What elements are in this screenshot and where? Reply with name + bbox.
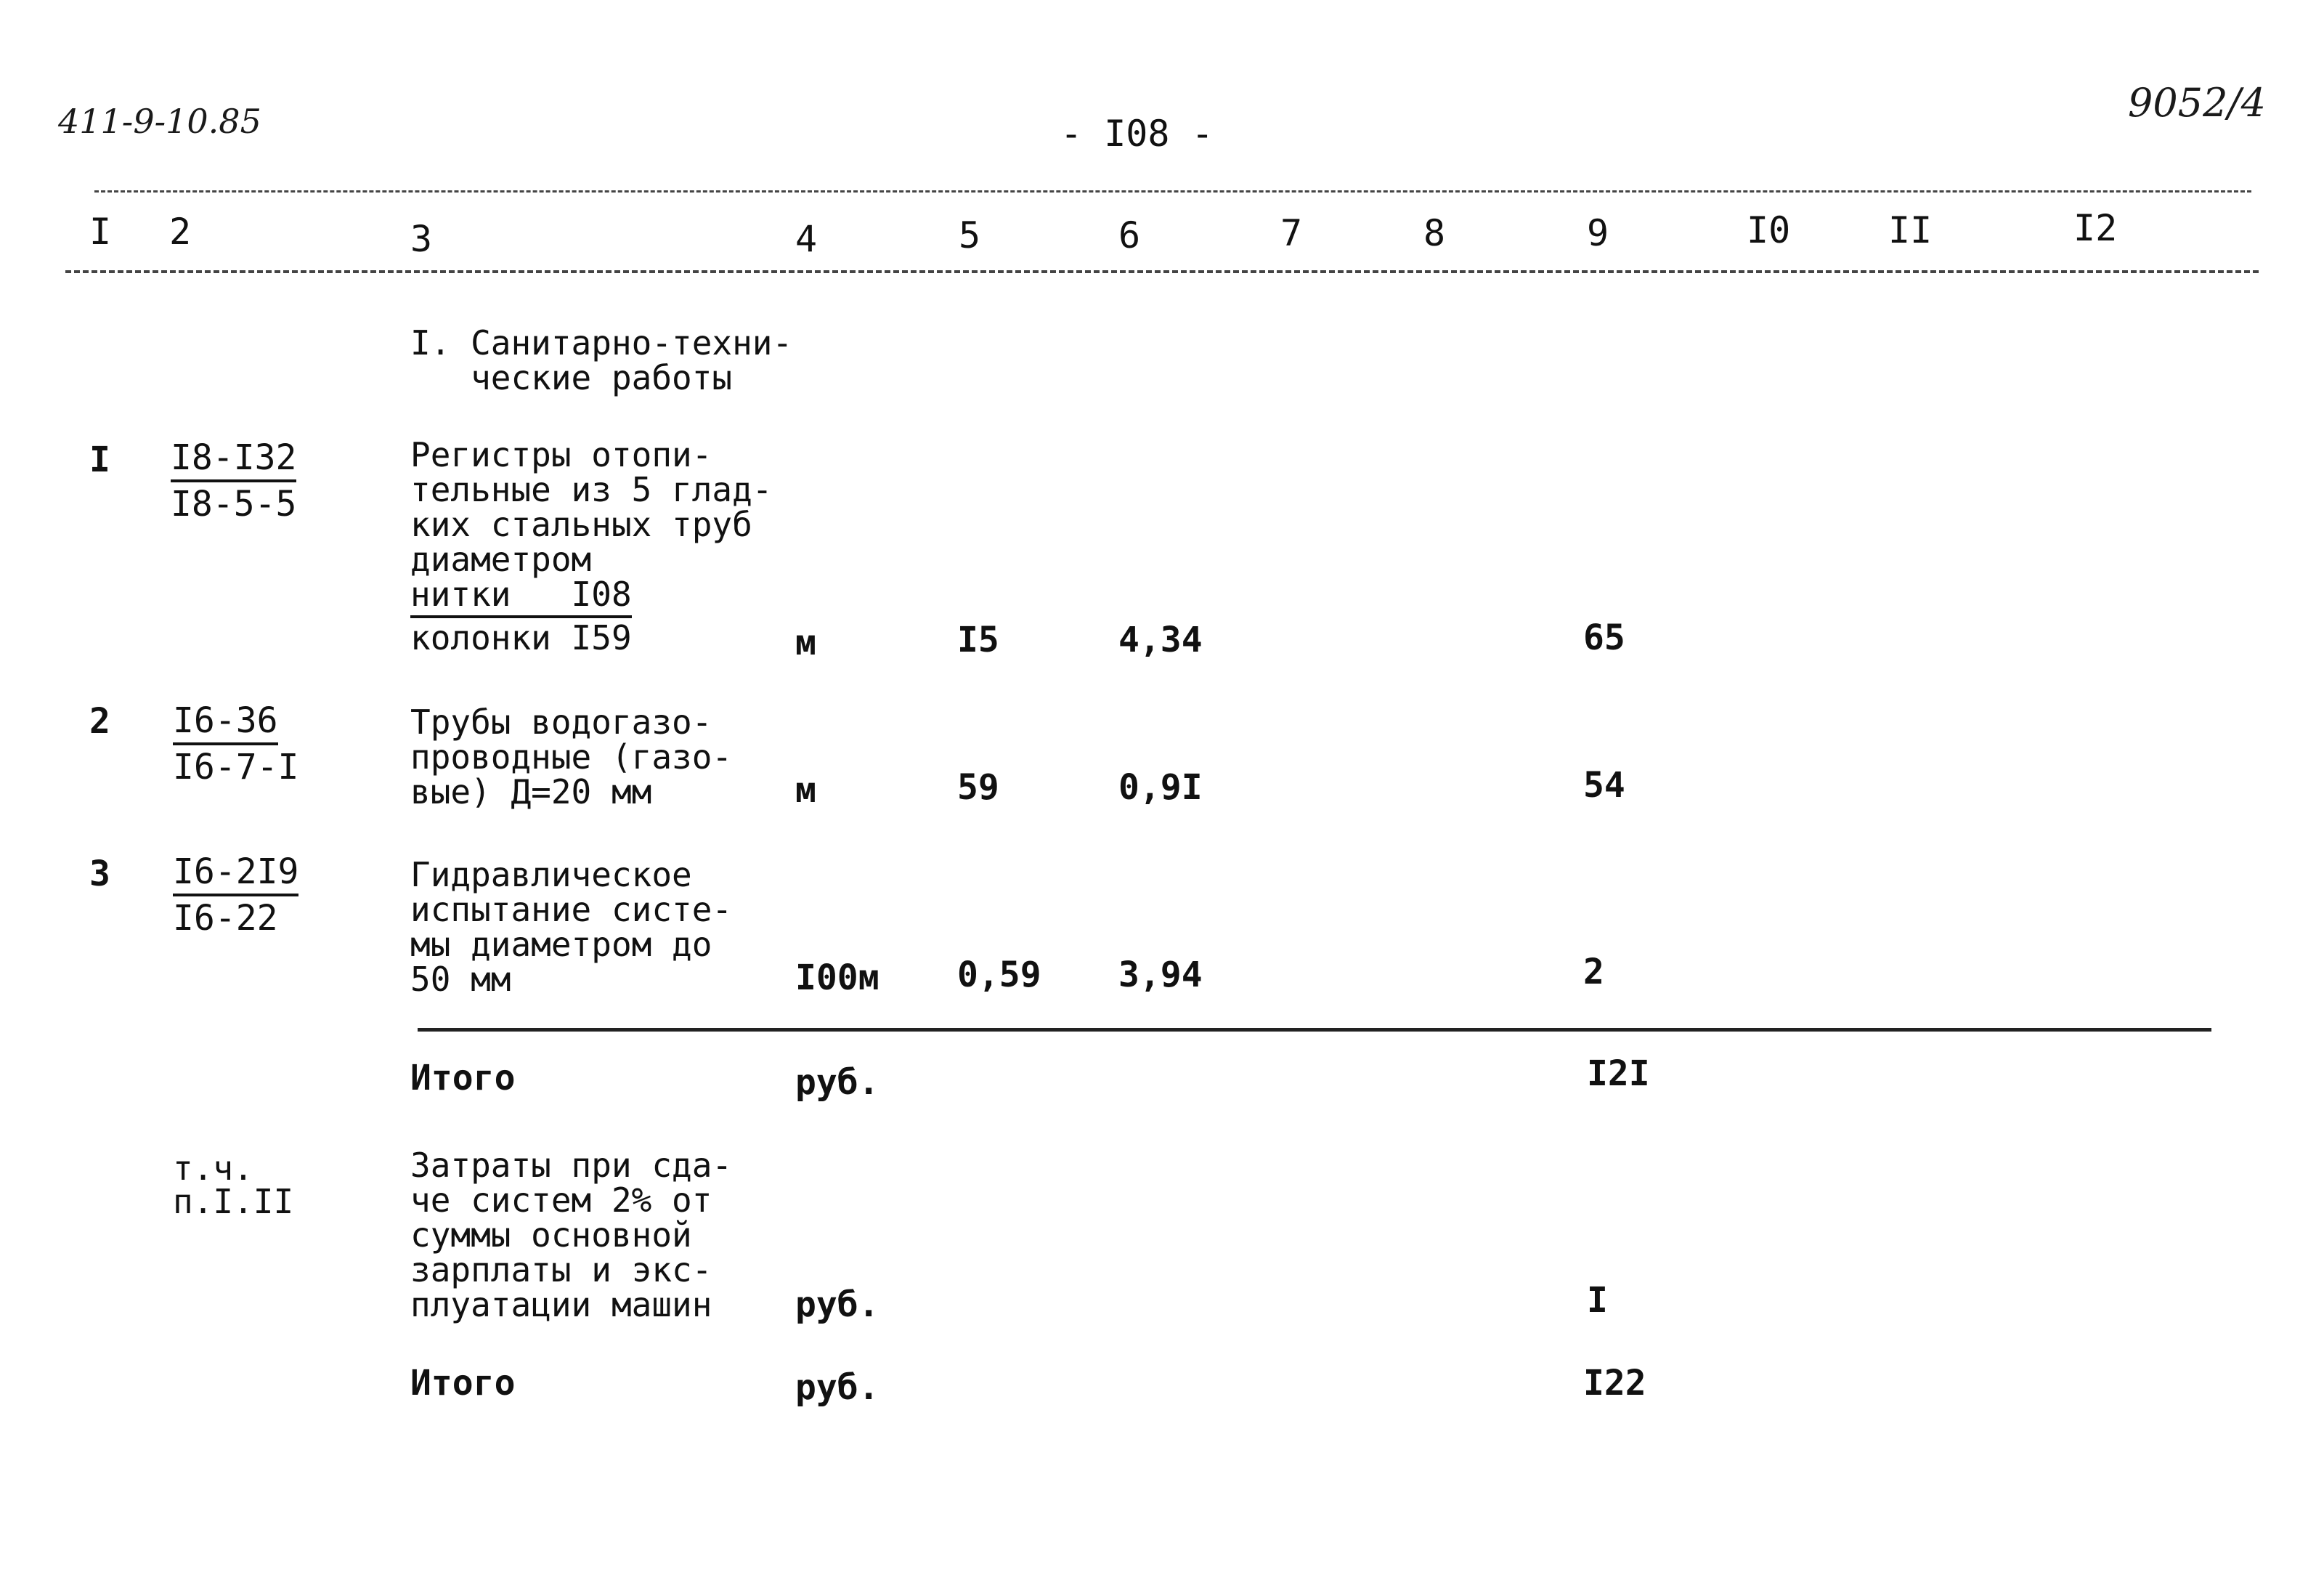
row-number: 3	[89, 854, 110, 894]
archive-number: 9052/4	[2128, 80, 2266, 126]
row-number: I	[89, 439, 110, 480]
work-description	[410, 702, 733, 811]
grand-total-value: I22	[1583, 1363, 1646, 1403]
description-line: испытание систе-	[410, 890, 733, 929]
quantity: 59	[957, 767, 999, 808]
quantity: I5	[957, 620, 999, 660]
column-number: I0	[1747, 209, 1791, 251]
description-line: вые) Д=20 мм	[410, 772, 652, 811]
column-number: II	[1888, 209, 1933, 251]
unit-price: 0,9I	[1118, 767, 1203, 808]
description-underlined-line: нитки I08	[410, 575, 632, 618]
extra-description	[410, 1148, 732, 1322]
subtotal-rule	[418, 1028, 2211, 1032]
description-line: мы диаметром до	[410, 925, 712, 964]
work-description	[410, 437, 773, 655]
description-line: зарплаты и экс-	[410, 1250, 712, 1289]
column-number: 6	[1118, 214, 1141, 256]
description-line: Затраты при сда-	[410, 1146, 733, 1185]
unit-price: 3,94	[1118, 955, 1203, 995]
description-line: тельные из 5 глад-	[410, 470, 773, 509]
extra-total: I	[1587, 1280, 1608, 1321]
description-line: колонки I59	[410, 618, 632, 657]
rate-code	[173, 697, 298, 790]
description-line: Гидравлическое	[410, 855, 692, 894]
rate-code-bottom: I8-5-5	[171, 484, 297, 524]
description-line: Регистры отопи-	[410, 435, 712, 474]
description-line: ких стальных труб	[410, 505, 752, 544]
extra-unit: руб.	[795, 1284, 879, 1325]
description-line: 50 мм	[410, 960, 511, 999]
column-number: 2	[169, 211, 192, 253]
unit: м	[795, 770, 816, 811]
extra-reference-line: т.ч.	[173, 1149, 253, 1188]
column-number: 8	[1423, 212, 1446, 254]
extra-reference-line: п.I.II	[173, 1182, 294, 1221]
subtotal-total: I2I	[1587, 1053, 1650, 1094]
column-number: 7	[1280, 212, 1303, 254]
grand-total-unit: руб.	[795, 1367, 879, 1408]
total-cost: 2	[1583, 952, 1604, 992]
description-line: проводные (газо-	[410, 737, 733, 777]
description-line: че систем 2% от	[410, 1180, 712, 1220]
unit: м	[795, 623, 816, 663]
column-number: 4	[795, 218, 818, 260]
section-title	[410, 325, 792, 395]
header-top-rule	[94, 190, 2251, 193]
rate-code-top: I6-36	[173, 700, 278, 745]
rate-code-top: I6-2I9	[173, 851, 298, 896]
rate-code-bottom: I6-22	[173, 898, 278, 939]
rate-code-bottom: I6-7-I	[173, 747, 299, 787]
description-line: Трубы водогазо-	[410, 702, 712, 742]
unit: I00м	[795, 957, 879, 998]
quantity: 0,59	[957, 955, 1041, 995]
document-code: 411-9-10.85	[58, 102, 261, 141]
total-cost: 65	[1583, 617, 1625, 658]
rate-code	[173, 848, 298, 941]
section-title-line: I. Санитарно-техни-	[410, 323, 793, 362]
column-number: I	[89, 211, 112, 253]
description-line: диаметром	[410, 540, 592, 579]
rate-code-top: I8-I32	[171, 437, 296, 482]
total-cost: 54	[1583, 765, 1625, 806]
column-number: 9	[1587, 212, 1609, 254]
column-number: I2	[2073, 207, 2118, 249]
grand-total-label: Итого	[410, 1363, 516, 1403]
row-number: 2	[89, 701, 110, 742]
description-line: плуатации машин	[410, 1285, 712, 1324]
work-description	[410, 857, 732, 997]
header-bottom-rule	[65, 270, 2259, 273]
subtotal-label: Итого	[410, 1058, 516, 1098]
description-line: суммы основной	[410, 1215, 692, 1255]
subtotal-unit: руб.	[795, 1062, 879, 1103]
rate-code	[171, 434, 296, 527]
extra-reference	[173, 1149, 294, 1221]
column-number: 5	[959, 214, 981, 256]
page-number: - I08 -	[1060, 113, 1214, 155]
column-number: 3	[410, 218, 433, 260]
unit-price: 4,34	[1118, 620, 1203, 660]
section-title-line: ческие работы	[410, 358, 733, 397]
